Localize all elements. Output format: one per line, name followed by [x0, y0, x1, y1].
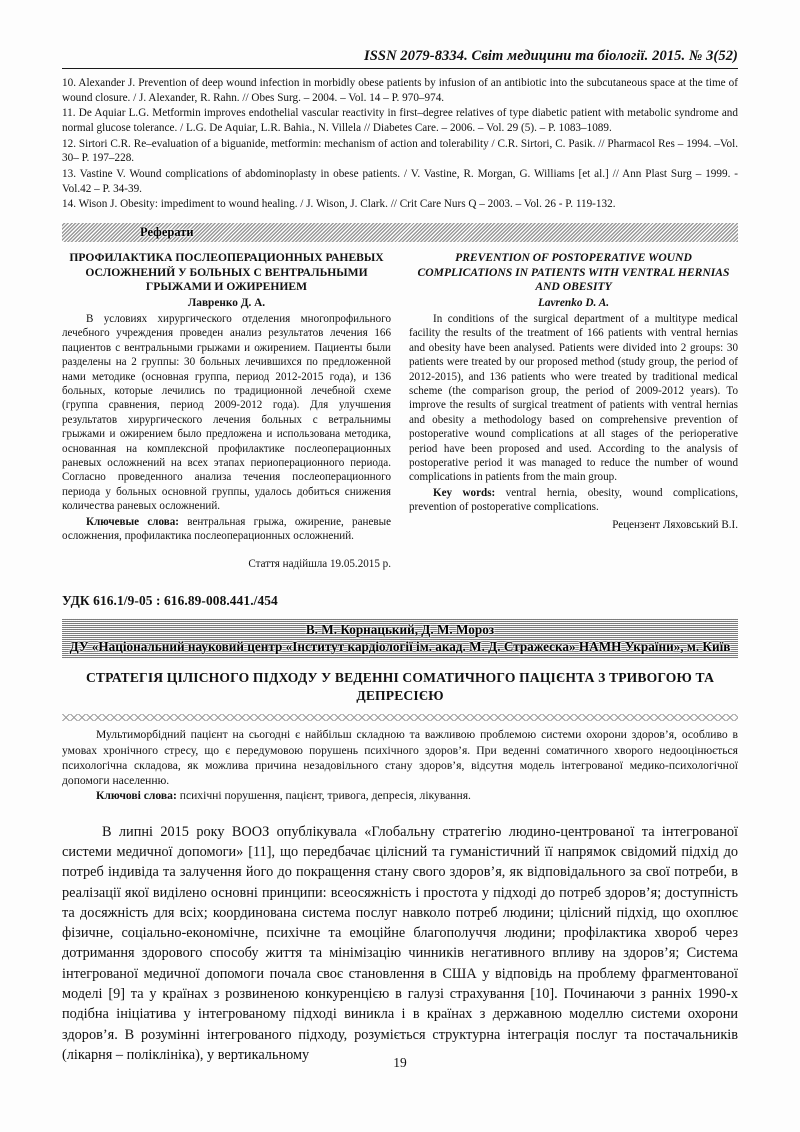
article-keywords-text: психічні порушення, пацієнт, тривога, депресія, лікування. [176, 789, 471, 803]
abstract-columns [62, 251, 738, 571]
header-rule [62, 68, 738, 69]
running-head: ISSN 2079-8334. Світ медицини та біології. 2015. № 3(52) [364, 48, 738, 64]
abstract-en-title: PREVENTION OF POSTOPERATIVE WOUND COMPLICATIONS IN PATIENTS WITH VENTRAL HERNIAS AND OBESITY [417, 251, 730, 294]
reference-item: 10. Alexander J. Prevention of deep wound infection in morbidly obese patients by infusion of an antibiotic into the subcutaneous space at the time of wound closure. / J. Alexander, R. Rahn. // Obes Surg. – 2004. – Vol. 14 – P. 970–974. [62, 77, 738, 104]
abstract-en-body-text: In conditions of the surgical department of a multitype medical facility the results of the treatment of 166 patients with ventral hernias and obesity have been analysed. Patients were divided into 2 groups: 30 patients were treated by our proposed method (study group, the period of 2012-2015), and 136 patients who were treated by traditional medical scheme (the comparison group, the period of 2009-2012 years). To improve the results of surgical treatment of patients with ventral hernias and obesity a methodology based on comprehensive prevention of postoperative wound complications at all stages of the perioperative period have been proposed and used. According to the analysis of postoperative period it was managed to reduce the number of wound complications in patients from the main group. [409, 312, 738, 484]
zigzag-divider [62, 714, 738, 721]
article-affiliation: ДУ «Національний науковий центр «Інститут кардіології ім. акад. М. Д. Стражеска» НАМН України», м. Київ [69, 639, 731, 655]
abstract-ru-title: ПРОФИЛАКТИКА ПОСЛЕОПЕРАЦИОННЫХ РАНЕВЫХ ОСЛОЖНЕНИЙ У БОЛЬНЫХ С ВЕНТРАЛЬНЫМИ ГРЫЖАМИ И ОЖИРЕНИЕМ [69, 251, 384, 294]
abstract-en-keywords [409, 486, 738, 515]
abstract-ru-keywords [62, 515, 391, 544]
abstract-ru-keywords-label: Ключевые слова: [86, 515, 179, 528]
abstract-english [409, 251, 738, 571]
page-number: 19 [393, 1055, 407, 1070]
reference-list [62, 76, 738, 212]
reference-item: 11. De Aquiar L.G. Metformin improves endothelial vascular reactivity in first–degree relatives of type diabetic patient with metabolic syndrome and normal glucose tolerance. / L.G. De Aquiar, L.R. Bahia., N. Villela // Diabetes Care. – 2006. – Vol. 29 (5). – P. 1083–1089. [62, 107, 738, 135]
abstract-en-author: Lavrenko D. A. [537, 297, 610, 310]
reference-item: 12. Sirtori C.R. Re–evaluation of a biguanide, metformin: mechanism of action and tolerability / C.R. Sirtori, C. Pasik. // Pharmacol Res – 1994. –Vol. 30– P. 197–228. [62, 137, 738, 165]
udc-code: УДК 616.1/9-05 : 616.89-008.441./454 [62, 593, 278, 609]
abstract-ru-author: Лавренко Д. А. [187, 297, 266, 310]
article-keywords [62, 788, 738, 803]
abstract-en-body [409, 312, 738, 485]
abstract-en-footer: Рецензент Ляховський В.І. [612, 518, 738, 531]
article-body-paragraph: В липні 2015 року ВООЗ опублікувала «Глобальну стратегію людино-центрованої та інтегрованої системи медичної допомоги» [11], що передбачає цілісний та гуманістичний її напрямок свідомий підхід до потреб індивіда та залучення його до покращення стану свого здоров’я, як відповідального за свої потреби, в реалізації якої виділено основні принципи: всеосяжність і простота у підході до потреб здоров’я; доступність та досяжність для всіх; координована система послуг навколо потреб людини; цілісний підхід, що охоплює фізичне, соціально-економічне, психічне та емоційне благополуччя людини; профілактика хвороб через дотримання здорового способу життя та мінімізацію чинників негативного впливу на здоров’я; Система інтегрованої медичної допомоги почала своє становлення в США у відповідь на проблему фрагментованої моделі [9] та у країнах з розвиненою конкуренцією в галузі страхування [10]. Починаючи з ранніх 1990-х подібна ініціатива у інтегрованому підході виникла і в країнах з державною моделлю системи охорони здоров’я. В розумінні інтегрованого підходу, розуміється структурна інтеграція послуг та постачальників (лікарня – поліклініка), у вертикальному [62, 823, 738, 1063]
article-author-band [62, 618, 738, 659]
abstract-ru-body-text: В условиях хирургического отделения многопрофильного лечебного учреждения проведен анализ результатов лечения 166 пациентов с вентральными грыжами и ожирением. Пациенты были разделены на 2 группы: 30 больных лечившихся по предложенной нами методике (основная группа, период 2012-2015 года), и 136 больных, которые лечились по традиционной лечебной схеме (группа сравнения, период 2009-2012 года). Для улучшения результатов хирургического лечения больных с ветральнимы грыжами и ожирением было предложена и использована методика, основанная на комплексной профилактике послеоперационных раневых осложнений на всех этапах периоперационного периода. Согласно проведенного анализа течения послеоперационного периода у больных основной группы, удалось добиться снижения количества раневых осложнений. [62, 312, 391, 513]
article-summary [62, 727, 738, 803]
abstract-russian [62, 251, 391, 571]
abstract-ru-footer: Стаття надійшла 19.05.2015 р. [248, 557, 391, 570]
article-summary-text: Мультиморбідний пацієнт на сьогодні є найбільш складною та важливою проблемою системи охорони здоров’я, особливо в умовах хронічного стресу, що є передумовою порушень психічного здоров’я. При веденні соматичного хворого недооцінюється психологічна складова, як можлива причина незадовільного стану здоров’я, відсутня модель інтегрованої медико-психологічної допомоги населенню. [62, 728, 738, 788]
abstract-ru-body [62, 312, 391, 514]
reference-item: 13. Vastine V. Wound complications of abdominoplasty in obese patients. / V. Vastine, R. Morgan, G. Williams [et al.] // Ann Plast Surg – 1999. - Vol.42 – P. 34-39. [62, 167, 738, 195]
reference-item: 14. Wison J. Obesity: impediment to wound healing. / J. Wison, J. Clark. // Crit Care Nurs Q – 2003. – Vol. 26 - P. 119-132. [62, 198, 616, 211]
page-content [62, 0, 738, 1065]
article-body [62, 822, 738, 1066]
abstract-en-keywords-label: Key words: [433, 486, 496, 499]
abstract-ru-keywords-text: вентральная грыжа, ожирение, раневые осложнения, профилактика послеоперационных осложнений. [62, 515, 391, 543]
abstract-en-keywords-text: ventral hernia, obesity, wound complications, prevention of postoperative complications. [409, 486, 738, 514]
article-authors: В. М. Корнацький, Д. М. Мороз [305, 622, 495, 638]
section-band-referaty: Реферати [62, 223, 738, 242]
article-title: СТРАТЕГІЯ ЦІЛІСНОГО ПІДХОДУ У ВЕДЕННІ СОМАТИЧНОГО ПАЦІЄНТА З ТРИВОГОЮ ТА ДЕПРЕСІЄЮ [85, 670, 715, 704]
article-keywords-label: Ключові слова: [96, 789, 177, 803]
